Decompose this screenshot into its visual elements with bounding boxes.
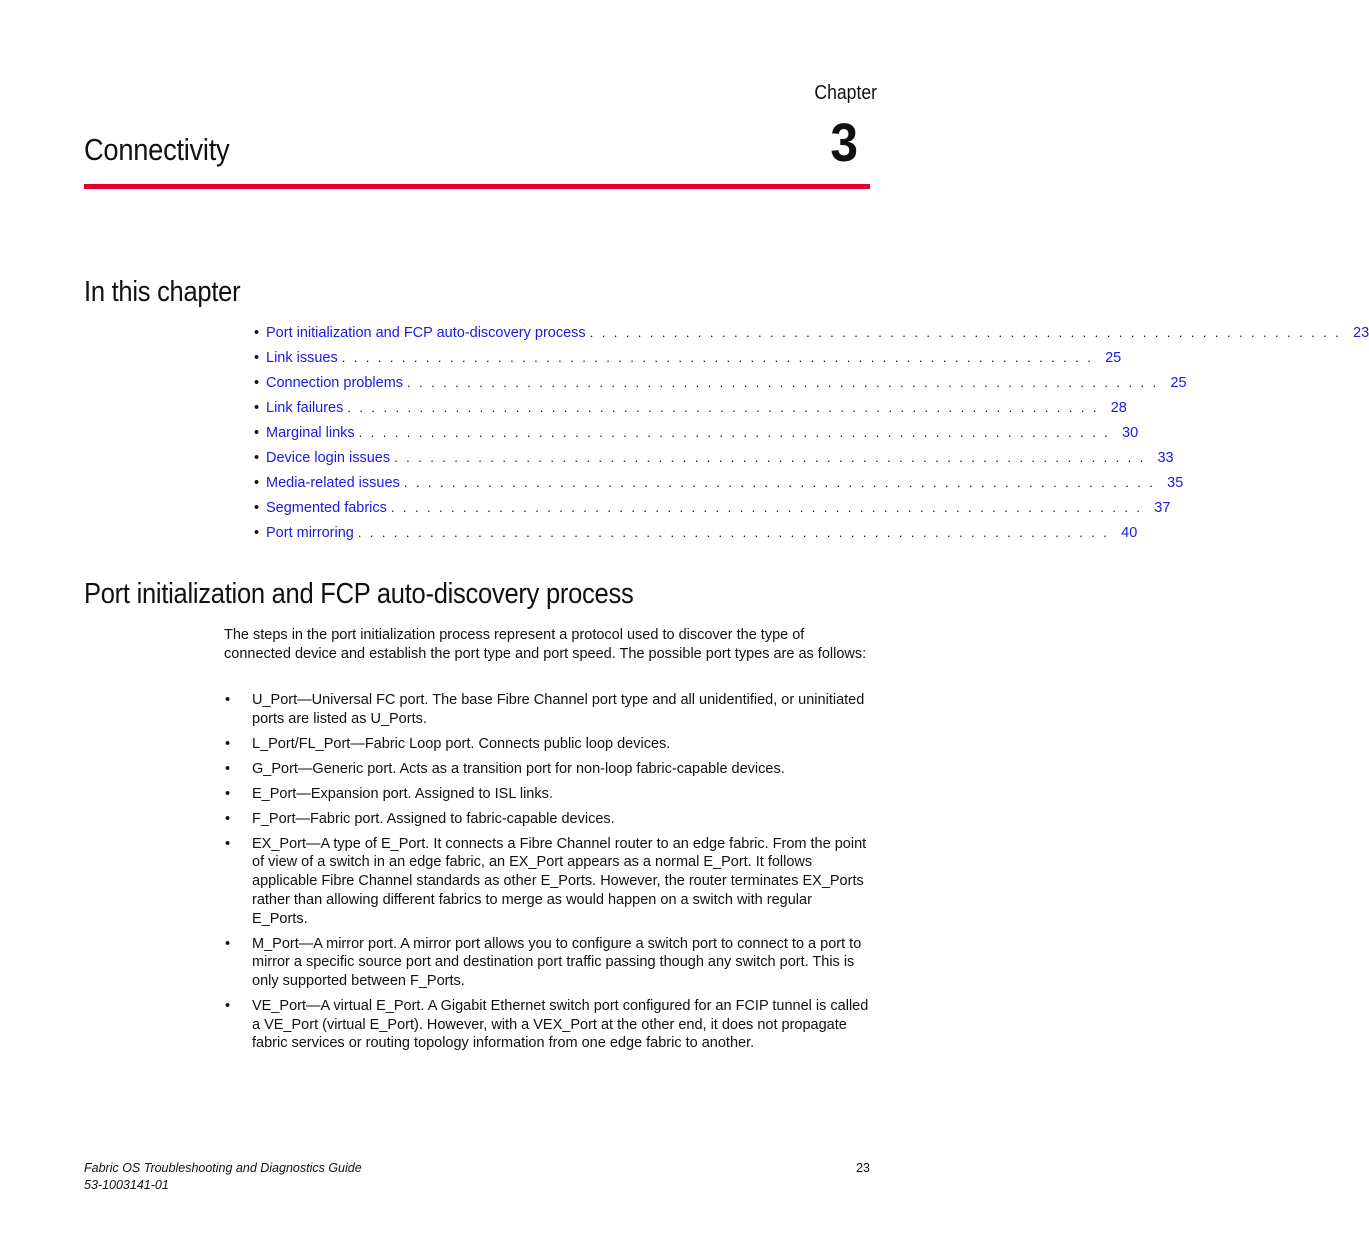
list-item xyxy=(224,785,870,804)
toc-item xyxy=(254,320,1369,345)
footer-doc-number: 53-1003141-01 xyxy=(84,1177,169,1192)
section-heading: Port initialization and FCP auto-discovery process xyxy=(84,578,634,610)
list-item xyxy=(224,835,870,929)
toc-leader: . . . . . . . . . . . . . . . . . . . . . . . . . . . . . . . . . . . . . . . . . . . . . . . . . . . . . . . . . . . . . . . xyxy=(394,450,1146,465)
list-item-text: U_Port—Universal FC port. The base Fibre Channel port type and all unidentified, or uninitiated ports are listed as U_Ports. xyxy=(252,692,865,727)
toc-link[interactable]: Media-related issues xyxy=(266,475,400,491)
toc-page-link[interactable]: 25 xyxy=(1170,375,1187,391)
toc-leader: . . . . . . . . . . . . . . . . . . . . . . . . . . . . . . . . . . . . . . . . . . . . . . . . . . . . . . . . . . . . . . . xyxy=(403,475,1156,490)
list-item xyxy=(224,935,870,991)
bullet-icon: • xyxy=(225,810,231,827)
list-item-text: L_Port/FL_Port—Fabric Loop port. Connects public loop devices. xyxy=(252,735,671,752)
list-item xyxy=(224,997,870,1053)
list-item xyxy=(224,760,870,779)
toc-leader: . . . . . . . . . . . . . . . . . . . . . . . . . . . . . . . . . . . . . . . . . . . . . . . . . . . . . . . . . . . . . . . xyxy=(357,525,1110,540)
toc-link[interactable]: Device login issues xyxy=(266,450,391,466)
toc-item xyxy=(254,345,1122,370)
bullet-icon: • xyxy=(254,325,260,341)
toc-page-link[interactable]: 33 xyxy=(1157,450,1174,466)
bullet-icon: • xyxy=(254,350,260,366)
bullet-icon: • xyxy=(254,400,260,416)
port-type-list xyxy=(224,691,870,1059)
toc-item xyxy=(254,395,1127,420)
toc-link[interactable]: Port initialization and FCP auto-discovery process xyxy=(266,325,586,341)
toc-item xyxy=(254,495,1171,520)
footer-guide-title: Fabric OS Troubleshooting and Diagnostics Guide xyxy=(84,1161,362,1175)
list-item-text: E_Port—Expansion port. Assigned to ISL links. xyxy=(252,785,553,802)
toc-list xyxy=(254,320,1369,545)
bullet-icon: • xyxy=(225,760,231,777)
bullet-icon: • xyxy=(225,785,231,802)
toc-page-link[interactable]: 37 xyxy=(1154,500,1171,516)
list-item-text: EX_Port—A type of E_Port. It connects a Fibre Channel router to an edge fabric. From the point of view of a switch in an edge fabric, an EX_Port appears as a normal E_Port. It follows applicable Fibre Channel standards as other E_Ports. However, the router terminates EX_Ports rather than allowing different fabrics to merge as would happen on a switch with regular E_Ports. xyxy=(252,835,867,927)
toc-link[interactable]: Link issues xyxy=(266,350,338,366)
section-intro: The steps in the port initialization process represent a protocol used to discover the type of connected device and establish the port type and port speed. The possible port types are as follows: xyxy=(224,627,867,662)
toc-link[interactable]: Marginal links xyxy=(266,425,355,441)
toc-link[interactable]: Segmented fabrics xyxy=(266,500,387,516)
toc-link[interactable]: Port mirroring xyxy=(266,525,354,541)
bullet-icon: • xyxy=(254,425,260,441)
toc-item xyxy=(254,445,1174,470)
footer-left xyxy=(84,1160,362,1193)
chapter-rule xyxy=(84,184,870,189)
bullet-icon: • xyxy=(254,475,260,491)
list-item xyxy=(224,691,870,728)
bullet-icon: • xyxy=(254,375,260,391)
bullet-icon: • xyxy=(254,525,260,541)
list-item-text: M_Port—A mirror port. A mirror port allows you to configure a switch port to connect to a port to mirror a specific source port and destination port traffic passing though any switch port. This is only supported between F_Ports. xyxy=(252,935,862,989)
toc-page-link[interactable]: 40 xyxy=(1121,525,1138,541)
bullet-icon: • xyxy=(225,835,231,852)
toc-leader: . . . . . . . . . . . . . . . . . . . . . . . . . . . . . . . . . . . . . . . . . . . . . . . . . . . . . . . . . . . . . . . xyxy=(589,325,1342,340)
toc-page-link[interactable]: 28 xyxy=(1110,400,1127,416)
toc-leader: . . . . . . . . . . . . . . . . . . . . . . . . . . . . . . . . . . . . . . . . . . . . . . . . . . . . . . . . . . . . . . . xyxy=(358,425,1111,440)
list-item xyxy=(224,735,870,754)
bullet-icon: • xyxy=(225,692,231,708)
toc-page-link[interactable]: 30 xyxy=(1122,425,1139,441)
footer-page-number: 23 xyxy=(856,1161,870,1175)
toc-page-link[interactable]: 35 xyxy=(1167,475,1184,491)
toc-page-link[interactable]: 23 xyxy=(1353,325,1369,341)
toc-item xyxy=(254,420,1139,445)
toc-leader: . . . . . . . . . . . . . . . . . . . . . . . . . . . . . . . . . . . . . . . . . . . . . . . . . . . . . . . . . . . . . . . xyxy=(390,500,1143,515)
toc-leader: . . . . . . . . . . . . . . . . . . . . . . . . . . . . . . . . . . . . . . . . . . . . . . . . . . . . . . . . . . . . . . . xyxy=(407,375,1159,390)
list-item xyxy=(224,810,870,829)
bullet-icon: • xyxy=(254,500,260,516)
toc-heading: In this chapter xyxy=(84,276,241,308)
bullet-icon: • xyxy=(225,735,231,752)
toc-item xyxy=(254,520,1138,545)
list-item-text: G_Port—Generic port. Acts as a transition port for non-loop fabric-capable devices. xyxy=(252,760,785,777)
toc-link[interactable]: Connection problems xyxy=(266,375,404,391)
chapter-title: Connectivity xyxy=(84,132,230,167)
toc-leader: . . . . . . . . . . . . . . . . . . . . . . . . . . . . . . . . . . . . . . . . . . . . . . . . . . . . . . . . . . . . . . . xyxy=(347,400,1099,415)
toc-item xyxy=(254,370,1187,395)
list-item-text: F_Port—Fabric port. Assigned to fabric-capable devices. xyxy=(252,810,615,827)
toc-item xyxy=(254,470,1184,495)
list-item-text: VE_Port—A virtual E_Port. A Gigabit Ethernet switch port configured for an FCIP tunnel is called a VE_Port (virtual E_Port). However, with a VEX_Port at the other end, it does not propagate fabric services or routing topology information from one edge fabric to another. xyxy=(252,997,869,1052)
chapter-label: Chapter xyxy=(814,82,877,104)
bullet-icon: • xyxy=(225,997,231,1014)
bullet-icon: • xyxy=(254,450,260,466)
toc-page-link[interactable]: 25 xyxy=(1105,350,1122,366)
toc-link[interactable]: Link failures xyxy=(266,400,344,416)
toc-leader: . . . . . . . . . . . . . . . . . . . . . . . . . . . . . . . . . . . . . . . . . . . . . . . . . . . . . . . . . . . . . . . xyxy=(341,350,1094,365)
bullet-icon: • xyxy=(225,935,231,952)
chapter-number: 3 xyxy=(830,113,858,173)
